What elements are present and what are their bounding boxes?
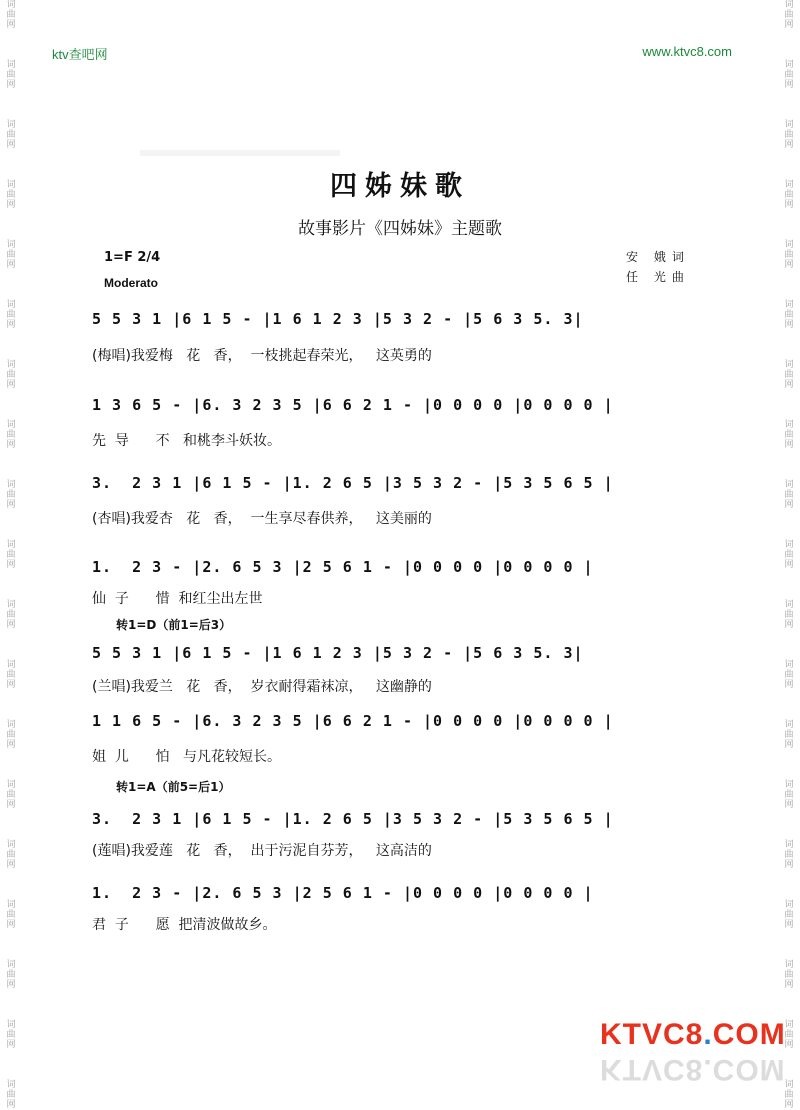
side-mark-char: 网: [6, 320, 16, 330]
side-mark-char: 曲: [784, 310, 794, 320]
scan-smudge: [140, 150, 340, 156]
side-mark-char: 网: [6, 1100, 16, 1110]
side-mark-group: [780, 660, 798, 720]
side-mark-char: 网: [784, 500, 794, 510]
side-mark-char: 词: [6, 900, 16, 910]
site-logo: [600, 1018, 786, 1052]
side-mark-char: 词: [6, 240, 16, 250]
side-mark-char: 曲: [6, 610, 16, 620]
side-mark-char: 曲: [6, 850, 16, 860]
side-mark-char: 网: [784, 80, 794, 90]
side-mark-char: 网: [6, 860, 16, 870]
lyricist-credit: 安 娥词: [626, 250, 690, 264]
side-mark-char: 词: [784, 480, 794, 490]
side-mark-char: 曲: [6, 730, 16, 740]
side-mark-char: 网: [6, 740, 16, 750]
side-mark-char: 曲: [784, 130, 794, 140]
notation-line-8: 1. 2 3 - |2. 6 5 3 |2 5 6 1 - |0 0 0 0 |0 0 0 0 |: [92, 884, 594, 902]
side-mark-char: 词: [6, 960, 16, 970]
side-mark-char: 曲: [784, 190, 794, 200]
side-mark-char: 词: [6, 1080, 16, 1090]
side-mark-char: 词: [784, 0, 794, 10]
side-mark-char: 词: [784, 780, 794, 790]
tempo-marking: Moderato: [104, 276, 158, 290]
side-mark-char: 曲: [784, 370, 794, 380]
side-mark-group: [2, 600, 20, 660]
side-mark-char: 曲: [784, 790, 794, 800]
lyric-line-1: (梅唱)我爱梅 花 香， 一枝挑起春荣光， 这英勇的: [92, 348, 432, 364]
composer-credit: 任 光曲: [626, 270, 690, 284]
side-mark-char: 网: [6, 1040, 16, 1050]
side-mark-char: 曲: [6, 670, 16, 680]
side-mark-char: 词: [784, 240, 794, 250]
side-mark-group: [2, 240, 20, 300]
side-mark-char: 曲: [6, 430, 16, 440]
side-mark-char: 曲: [784, 10, 794, 20]
side-mark-char: 曲: [784, 490, 794, 500]
side-mark-char: 词: [6, 0, 16, 10]
side-mark-group: [2, 660, 20, 720]
side-mark-char: 曲: [784, 1030, 794, 1040]
lyric-line-8: 君 子 愿 把清波做故乡。: [92, 917, 277, 933]
lyric-line-5: (兰唱)我爱兰 花 香， 岁衣耐得霜袜凉， 这幽静的: [92, 679, 432, 695]
side-mark-char: 网: [6, 440, 16, 450]
side-mark-char: 曲: [6, 310, 16, 320]
side-mark-char: 词: [784, 180, 794, 190]
side-mark-char: 曲: [784, 610, 794, 620]
lyric-line-2: 先 导 不 和桃李斗妖妆。: [92, 433, 281, 449]
side-mark-char: 曲: [6, 10, 16, 20]
side-mark-char: 词: [6, 420, 16, 430]
side-mark-char: 曲: [784, 910, 794, 920]
side-mark-char: 曲: [6, 250, 16, 260]
side-mark-char: 网: [6, 380, 16, 390]
lyric-line-6: 姐 儿 怕 与凡花较短长。: [92, 749, 281, 765]
site-url[interactable]: www.ktvc8.com: [642, 44, 732, 59]
side-mark-char: 词: [6, 720, 16, 730]
side-mark-char: 曲: [784, 430, 794, 440]
side-mark-char: 词: [6, 60, 16, 70]
side-mark-char: 词: [6, 300, 16, 310]
side-mark-group: [2, 1020, 20, 1080]
notation-line-2: 1 3 6 5 - |6. 3 2 3 5 |6 6 2 1 - |0 0 0 0 |0 0 0 0 |: [92, 396, 614, 414]
side-mark-char: 词: [784, 900, 794, 910]
side-mark-char: 曲: [6, 970, 16, 980]
side-mark-char: 词: [6, 600, 16, 610]
side-mark-group: [780, 0, 798, 60]
notation-line-3: 3. 2 3 1 |6 1 5 - |1. 2 6 5 |3 5 3 2 - |5 3 5 6 5 |: [92, 474, 614, 492]
notation-line-6: 1 1 6 5 - |6. 3 2 3 5 |6 6 2 1 - |0 0 0 0 |0 0 0 0 |: [92, 712, 614, 730]
side-mark-char: 网: [784, 680, 794, 690]
side-mark-char: 曲: [784, 730, 794, 740]
side-mark-group: [2, 540, 20, 600]
side-mark-char: 曲: [784, 850, 794, 860]
side-mark-char: 网: [784, 620, 794, 630]
side-mark-char: 网: [6, 800, 16, 810]
side-mark-char: 词: [6, 540, 16, 550]
side-mark-char: 曲: [6, 1030, 16, 1040]
side-mark-char: 网: [784, 980, 794, 990]
side-mark-char: 网: [784, 740, 794, 750]
side-mark-char: 网: [784, 800, 794, 810]
side-mark-char: 网: [784, 860, 794, 870]
side-mark-group: [780, 60, 798, 120]
side-mark-char: 词: [6, 840, 16, 850]
side-mark-group: [2, 360, 20, 420]
side-mark-char: 词: [784, 1020, 794, 1030]
side-mark-group: [780, 480, 798, 540]
side-mark-char: 网: [784, 380, 794, 390]
side-mark-char: 网: [6, 20, 16, 30]
side-mark-char: 网: [6, 200, 16, 210]
side-mark-group: [780, 420, 798, 480]
side-mark-char: 曲: [6, 790, 16, 800]
side-mark-group: [780, 900, 798, 960]
modulation-marking-1: 转1=D（前1=后3）: [116, 618, 232, 632]
side-mark-group: [2, 480, 20, 540]
song-subtitle: 故事影片《四姊妹》主题歌: [298, 219, 502, 239]
logo-text: KTVC8: [600, 1018, 704, 1051]
side-mark-char: 网: [784, 1040, 794, 1050]
side-mark-group: [2, 900, 20, 960]
side-mark-char: 网: [6, 260, 16, 270]
side-mark-char: 网: [6, 680, 16, 690]
side-mark-char: 词: [784, 960, 794, 970]
side-mark-char: 曲: [6, 1090, 16, 1100]
side-mark-char: 网: [6, 80, 16, 90]
side-mark-char: 词: [6, 180, 16, 190]
side-mark-group: [780, 600, 798, 660]
side-mark-char: 曲: [784, 970, 794, 980]
side-mark-char: 网: [784, 200, 794, 210]
side-mark-group: [780, 720, 798, 780]
song-title: 四姊妹歌: [330, 171, 470, 202]
side-mark-char: 曲: [784, 1090, 794, 1100]
side-mark-group: [780, 840, 798, 900]
side-mark-group: [780, 240, 798, 300]
side-mark-char: 词: [784, 540, 794, 550]
side-mark-group: [780, 360, 798, 420]
side-mark-group: [780, 300, 798, 360]
side-mark-char: 网: [6, 140, 16, 150]
side-mark-char: 曲: [6, 130, 16, 140]
lyric-line-7: (莲唱)我爱莲 花 香， 出于污泥自芬芳， 这高洁的: [92, 843, 432, 859]
side-mark-group: [2, 60, 20, 120]
side-mark-char: 曲: [6, 370, 16, 380]
side-mark-char: 网: [784, 140, 794, 150]
side-mark-group: [2, 780, 20, 840]
side-mark-char: 词: [6, 480, 16, 490]
side-mark-char: 网: [6, 920, 16, 930]
side-mark-char: 词: [6, 360, 16, 370]
side-mark-char: 网: [6, 620, 16, 630]
side-mark-char: 词: [784, 1080, 794, 1090]
side-mark-group: [780, 540, 798, 600]
side-mark-char: 词: [784, 720, 794, 730]
side-mark-char: 网: [784, 920, 794, 930]
side-mark-group: [780, 960, 798, 1020]
side-mark-char: 词: [784, 360, 794, 370]
side-mark-char: 曲: [6, 910, 16, 920]
modulation-marking-2: 转1=A（前5=后1）: [116, 780, 231, 794]
logo-dot: .: [703, 1018, 713, 1051]
side-mark-char: 网: [6, 500, 16, 510]
notation-line-1: 5 5 3 1 |6 1 5 - |1 6 1 2 3 |5 3 2 - |5 6 3 5. 3|: [92, 310, 584, 328]
side-mark-char: 词: [784, 60, 794, 70]
side-mark-char: 词: [784, 660, 794, 670]
side-mark-char: 曲: [6, 550, 16, 560]
side-mark-char: 曲: [784, 250, 794, 260]
notation-line-4: 1. 2 3 - |2. 6 5 3 |2 5 6 1 - |0 0 0 0 |0 0 0 0 |: [92, 558, 594, 576]
side-mark-group: [780, 780, 798, 840]
side-mark-char: 词: [6, 780, 16, 790]
side-mark-group: [2, 0, 20, 60]
side-mark-char: 网: [784, 1100, 794, 1110]
side-mark-char: 曲: [6, 190, 16, 200]
side-mark-group: [2, 1080, 20, 1110]
lyric-line-4: 仙 子 惜 和红尘出左世: [92, 591, 263, 607]
key-signature: 1=F 2/4: [104, 250, 161, 265]
side-mark-char: 词: [784, 840, 794, 850]
side-mark-char: 词: [6, 660, 16, 670]
side-mark-char: 词: [784, 120, 794, 130]
side-mark-char: 曲: [6, 70, 16, 80]
site-logo-reflection: KTVC8.COM: [600, 1053, 786, 1086]
side-mark-char: 曲: [784, 550, 794, 560]
side-mark-char: 词: [784, 300, 794, 310]
notation-line-7: 3. 2 3 1 |6 1 5 - |1. 2 6 5 |3 5 3 2 - |5 3 5 6 5 |: [92, 810, 614, 828]
lyric-line-3: (杏唱)我爱杏 花 香， 一生享尽春供养， 这美丽的: [92, 511, 432, 527]
side-mark-char: 曲: [6, 490, 16, 500]
site-name[interactable]: ktv查吧网: [52, 47, 108, 62]
side-mark-group: [2, 840, 20, 900]
side-mark-char: 曲: [784, 670, 794, 680]
side-mark-char: 词: [784, 420, 794, 430]
side-mark-char: 网: [784, 560, 794, 570]
side-mark-char: 网: [784, 320, 794, 330]
side-mark-char: 网: [784, 260, 794, 270]
side-mark-group: [2, 960, 20, 1020]
side-mark-char: 网: [6, 560, 16, 570]
side-mark-group: [2, 720, 20, 780]
side-mark-char: 曲: [784, 70, 794, 80]
side-mark-char: 词: [784, 600, 794, 610]
logo-tail: COM: [712, 1018, 786, 1051]
side-mark-char: 网: [784, 440, 794, 450]
side-mark-char: 词: [6, 1020, 16, 1030]
side-mark-group: [2, 420, 20, 480]
side-mark-group: [2, 300, 20, 360]
side-mark-char: 词: [6, 120, 16, 130]
notation-line-5: 5 5 3 1 |6 1 5 - |1 6 1 2 3 |5 3 2 - |5 6 3 5. 3|: [92, 644, 584, 662]
side-mark-char: 网: [6, 980, 16, 990]
side-mark-char: 网: [784, 20, 794, 30]
